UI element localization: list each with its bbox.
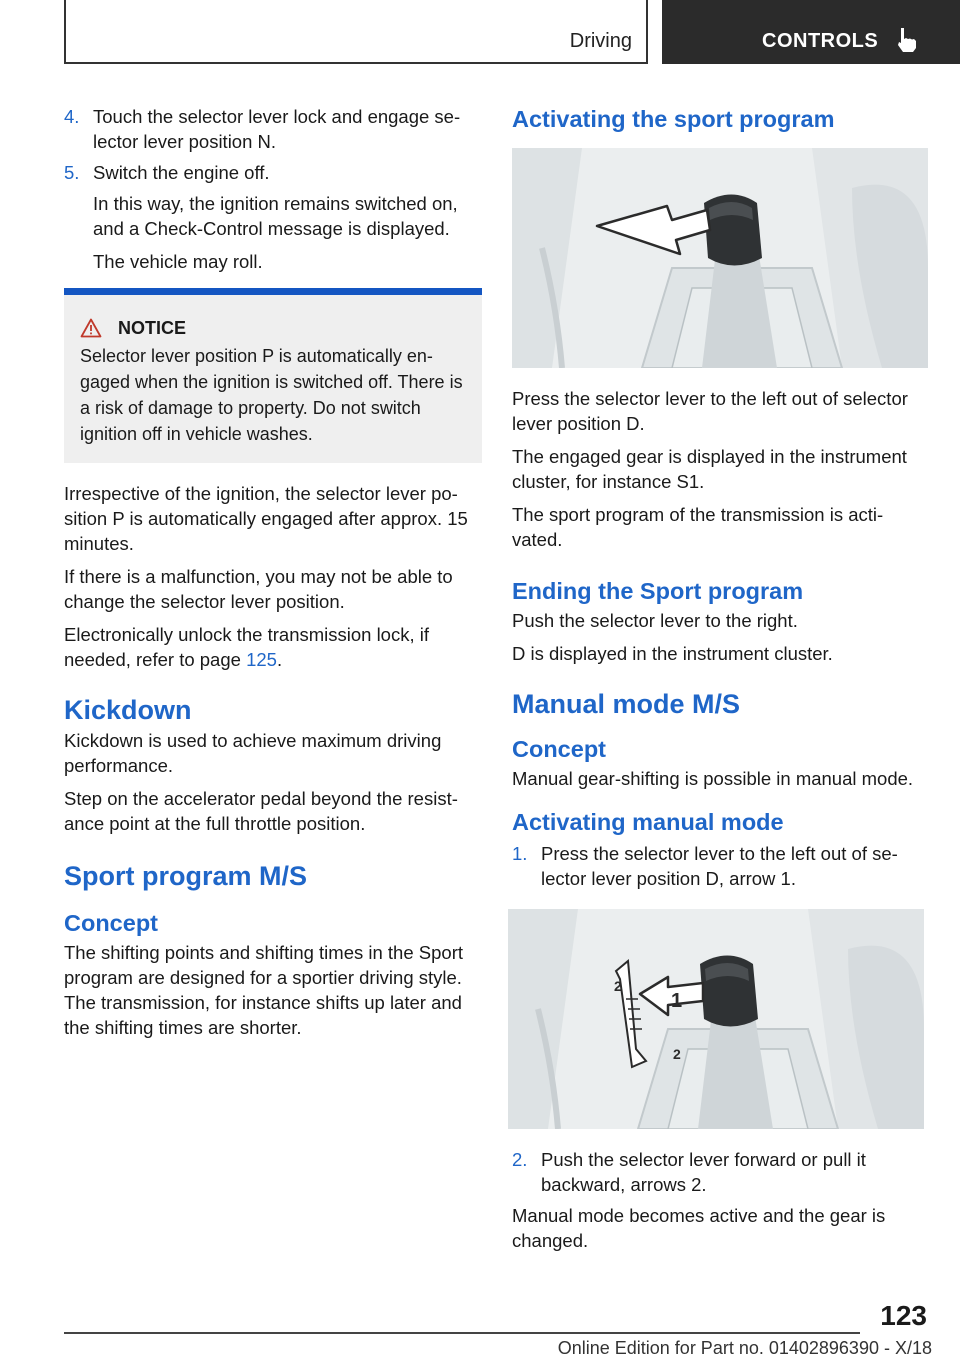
heading-activating-manual: Activating manual mode: [512, 809, 784, 835]
paragraph: D is displayed in the instrument cluster.: [512, 643, 833, 664]
right-column: [512, 104, 928, 1261]
step-detail: In this way, the ignition remains switched on, and a Check-Control message is displayed.: [93, 193, 458, 239]
paragraph: If there is a malfunction, you may not be able to change the selector lever position.: [64, 566, 453, 612]
arrow-2-label-top: 2: [614, 978, 622, 994]
selector-lever-illustration: [512, 148, 928, 368]
heading-manual-mode: Manual mode M/S: [512, 689, 741, 719]
paragraph: Manual gear-shifting is possible in manual mode.: [512, 768, 914, 789]
notice-heading: [72, 315, 474, 341]
header-left-box: [64, 0, 648, 64]
paragraph: The sport program of the transmission is acti‐ vated.: [512, 504, 884, 550]
list-item: [512, 1147, 928, 1197]
paragraph: The engaged gear is displayed in the instrument cluster, for instance S1.: [512, 446, 907, 492]
section-title: Driving: [569, 30, 632, 52]
step-number: 4.: [64, 106, 80, 127]
heading-sport-program: Sport program M/S: [64, 861, 308, 891]
paragraph: Step on the accelerator pedal beyond the resist‐ ance point at the full throttle position.: [64, 788, 458, 834]
paragraph: Press the selector lever to the left out of selector lever position D.: [512, 388, 908, 434]
page-reference-link[interactable]: 125: [246, 649, 277, 670]
paragraph: [64, 622, 482, 672]
notice-text: Selector lever position P is automatically en‐ gaged when the ignition is switched off. There is a risk of damage to property. Do not switch ignition off in vehicle washes.: [80, 346, 463, 444]
heading-kickdown: Kickdown: [64, 695, 192, 725]
header-chapter-tab[interactable]: [662, 0, 960, 64]
step-number: 1.: [512, 843, 528, 864]
manual-mode-illustration: [508, 909, 924, 1129]
notice-title: NOTICE: [118, 318, 187, 338]
figure-selector-lever-manual: [508, 909, 924, 1129]
arrow-2-label-bottom: 2: [673, 1046, 681, 1062]
step-number: 5.: [64, 162, 80, 183]
paragraph: Manual mode becomes active and the gear is changed.: [512, 1205, 886, 1251]
step-number: 2.: [512, 1149, 528, 1170]
list-item: [512, 841, 928, 891]
heading-concept: Concept: [64, 910, 158, 936]
paragraph: Push the selector lever to the right.: [512, 610, 798, 631]
paragraph: Kickdown is used to achieve maximum driving performance.: [64, 730, 442, 776]
step-detail: The vehicle may roll.: [93, 251, 263, 272]
step-text: Switch the engine off.: [93, 162, 270, 183]
heading-ending-sport: Ending the Sport program: [512, 578, 804, 604]
notice-box: [64, 288, 482, 463]
chapter-title: CONTROLS: [762, 30, 879, 52]
list-item: [64, 160, 482, 185]
step-text: Press the selector lever to the left out of se‐ lector lever position D, arrow 1.: [541, 843, 898, 889]
paragraph-end: .: [276, 649, 283, 670]
left-column: [64, 104, 482, 1048]
paragraph: Irrespective of the ignition, the selector lever po‐ sition P is automatically engaged after approx. 15 minutes.: [64, 483, 468, 554]
step-text: Push the selector lever forward or pull it backward, arrows 2.: [541, 1149, 866, 1195]
heading-activating-sport: Activating the sport program: [512, 106, 835, 132]
footer-edition: Online Edition for Part no. 01402896390 - X/18: [557, 1338, 932, 1358]
warning-triangle-icon: [80, 318, 102, 338]
heading-concept-manual: Concept: [512, 736, 606, 762]
footer-divider: [64, 1332, 860, 1334]
pointing-hand-icon: [895, 26, 919, 54]
page-number: 123: [880, 1300, 927, 1331]
arrow-1-label: 1: [671, 990, 683, 1012]
figure-selector-lever-sport: [512, 148, 928, 368]
list-item: [64, 104, 482, 154]
step-text: Touch the selector lever lock and engage se‐ lector lever position N.: [93, 106, 461, 152]
paragraph-text: Electronically unlock the transmission lock, if needed, refer to page: [64, 624, 430, 670]
paragraph: The shifting points and shifting times in the Sport program are designed for a sportier driving style. The transmission, for instance shifts up later and the shifting times are shorter.: [64, 942, 463, 1038]
